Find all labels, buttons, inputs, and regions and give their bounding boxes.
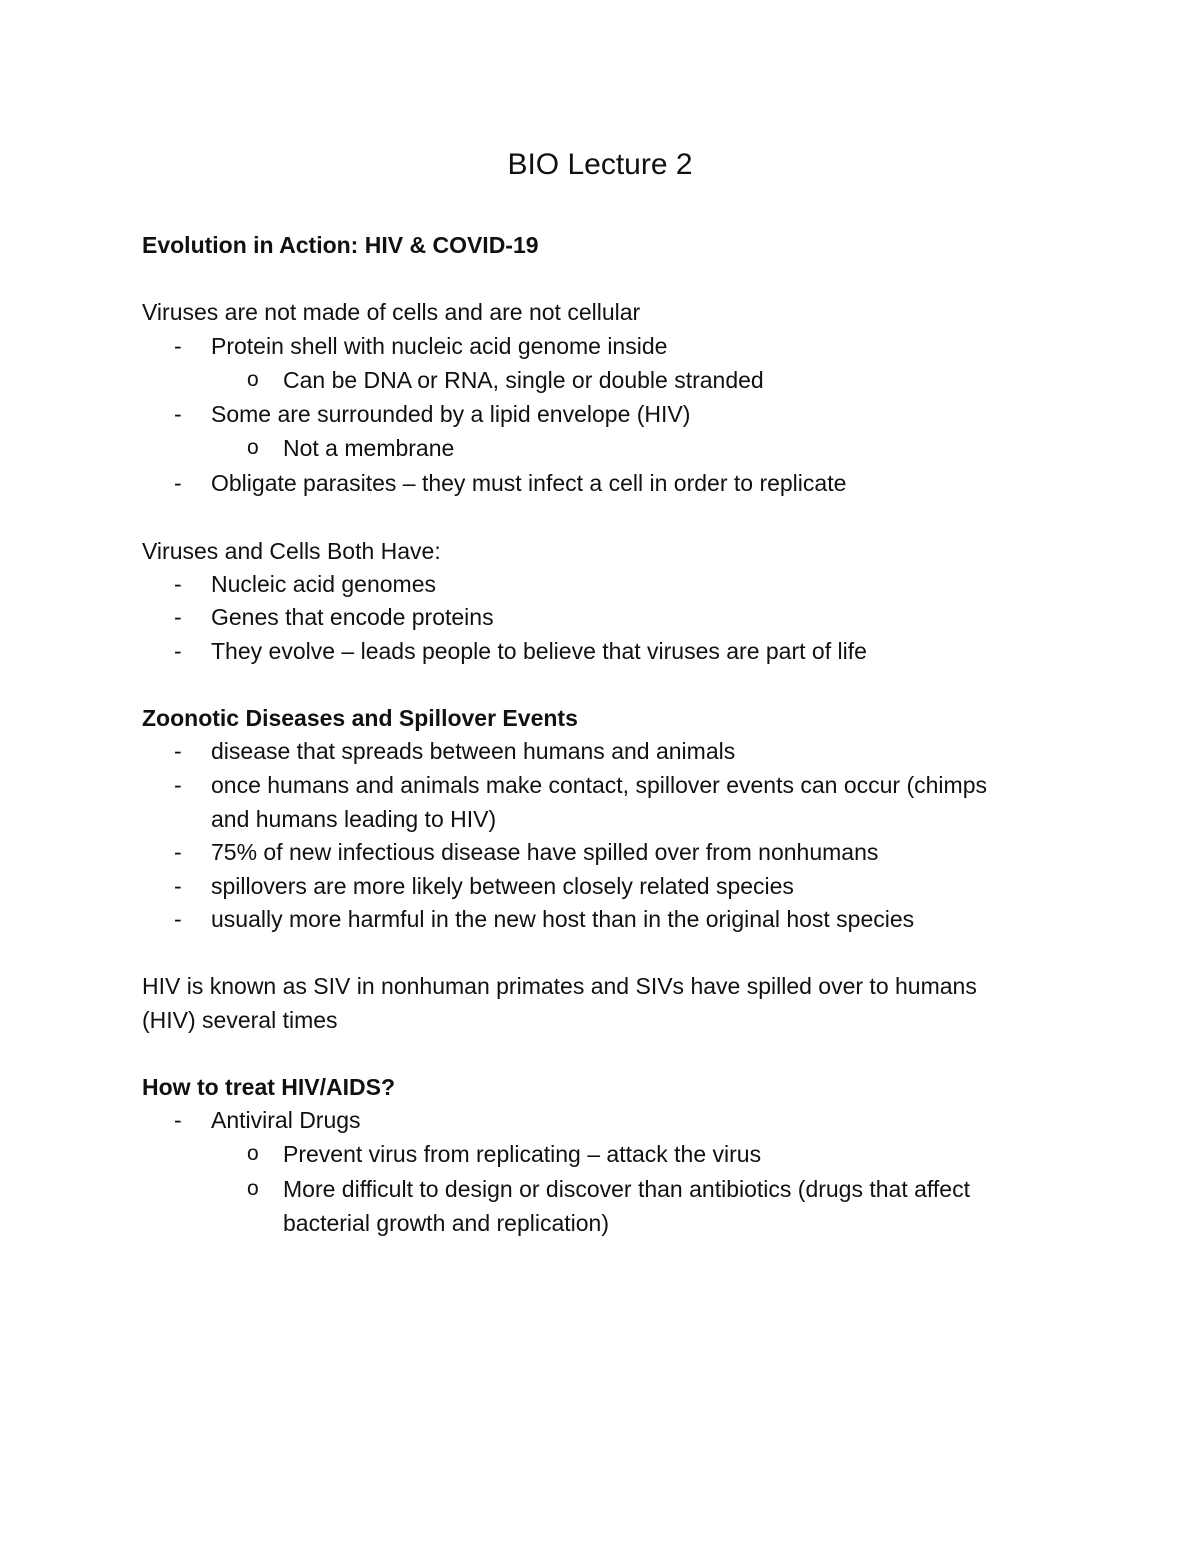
sub-bullet: o xyxy=(247,368,259,391)
list-dash: - xyxy=(174,1107,182,1133)
list-item: Protein shell with nucleic acid genome inside xyxy=(211,333,668,359)
list-item: Antiviral Drugs xyxy=(211,1107,361,1133)
sub-list-item: Can be DNA or RNA, single or double stranded xyxy=(283,367,764,393)
list-item: spillovers are more likely between closely related species xyxy=(211,873,794,899)
section-heading-zoonotic: Zoonotic Diseases and Spillover Events xyxy=(142,705,578,731)
paragraph-siv-continuation: (HIV) several times xyxy=(142,1007,338,1033)
list-item-continuation: and humans leading to HIV) xyxy=(211,806,497,832)
list-dash: - xyxy=(174,772,182,798)
list-dash: - xyxy=(174,401,182,427)
paragraph-both-have: Viruses and Cells Both Have: xyxy=(142,538,441,564)
list-dash: - xyxy=(174,839,182,865)
list-dash: - xyxy=(174,333,182,359)
list-item: usually more harmful in the new host than in the original host species xyxy=(211,906,915,932)
list-dash: - xyxy=(174,604,182,630)
list-dash: - xyxy=(174,638,182,664)
list-dash: - xyxy=(174,738,182,764)
list-dash: - xyxy=(174,873,182,899)
document-title: BIO Lecture 2 xyxy=(507,148,693,181)
sub-bullet: o xyxy=(247,1142,259,1165)
sub-list-item: More difficult to design or discover than antibiotics (drugs that affect xyxy=(283,1176,970,1202)
list-item: disease that spreads between humans and animals xyxy=(211,738,736,764)
list-item: Obligate parasites – they must infect a cell in order to replicate xyxy=(211,470,847,496)
list-item: Nucleic acid genomes xyxy=(211,571,437,597)
sub-bullet: o xyxy=(247,1177,259,1200)
list-item: Some are surrounded by a lipid envelope (HIV) xyxy=(211,401,691,427)
paragraph-viruses: Viruses are not made of cells and are not cellular xyxy=(142,299,641,325)
list-item: 75% of new infectious disease have spilled over from nonhumans xyxy=(211,839,879,865)
section-heading-treatment: How to treat HIV/AIDS? xyxy=(142,1074,396,1100)
paragraph-siv: HIV is known as SIV in nonhuman primates and SIVs have spilled over to humans xyxy=(142,973,977,999)
sub-list-item-continuation: bacterial growth and replication) xyxy=(283,1210,610,1236)
list-dash: - xyxy=(174,470,182,496)
sub-list-item: Not a membrane xyxy=(283,435,455,461)
list-item: They evolve – leads people to believe that viruses are part of life xyxy=(211,638,867,664)
list-dash: - xyxy=(174,906,182,932)
section-heading-evolution: Evolution in Action: HIV & COVID-19 xyxy=(142,232,539,258)
sub-list-item: Prevent virus from replicating – attack the virus xyxy=(283,1141,762,1167)
sub-bullet: o xyxy=(247,436,259,459)
list-item: Genes that encode proteins xyxy=(211,604,494,630)
list-item: once humans and animals make contact, spillover events can occur (chimps xyxy=(211,772,987,798)
list-dash: - xyxy=(174,571,182,597)
